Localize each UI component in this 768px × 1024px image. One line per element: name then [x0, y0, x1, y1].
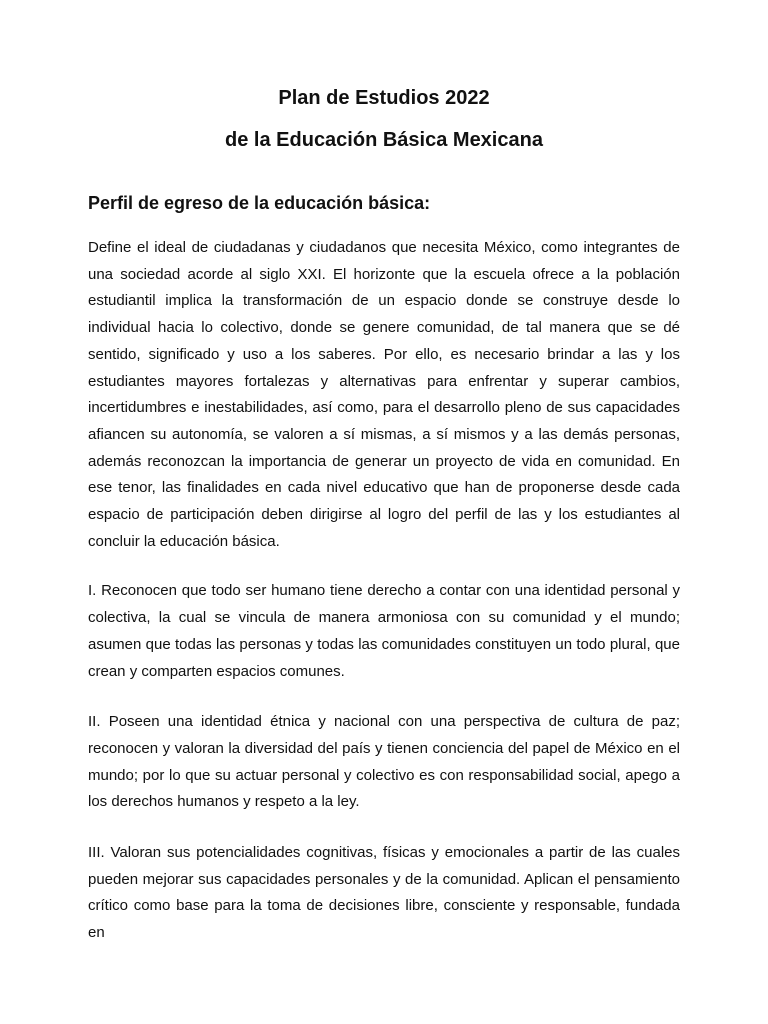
intro-paragraph: Define el ideal de ciudadanas y ciudadanos que necesita México, como integrantes de una sociedad acorde al siglo XXI. El horizonte que la escuela ofrece a la población estudiantil implica la transformación de un espacio donde se construye desde lo individual hacia lo colectivo, donde se genere comunidad, de tal manera que se dé sentido, significado y uso a los saberes. Por ello, es necesario brindar a las y los estudiantes mayores fortalezas y alternativas para enfrentar y superar cambios, incertidumbres e inestabilidades, así como, para el desarrollo pleno de sus capacidades afiancen su autonomía, se valoren a sí mismas, a sí mismos y a las demás personas, además reconozcan la importancia de generar un proyecto de vida en comunidad. En ese tenor, las finalidades en cada nivel educativo que han de proponerse desde cada espacio de participación deben dirigirse al logro del perfil de las y los estudiantes al concluir la educación básica. — [88, 239, 680, 550]
document-title-line-2: de la Educación Básica Mexicana — [225, 129, 543, 151]
section-heading: Perfil de egreso de la educación básica: — [88, 193, 431, 213]
profile-item-1-paragraph: I. Reconocen que todo ser humano tiene derecho a contar con una identidad personal y colectiva, la cual se vincula de manera armoniosa con su comunidad y el mundo; asumen que todas las personas y todas las comunidades constituyen un todo plural, que crean y comparten espacios comunes. — [88, 582, 680, 680]
profile-item-2-paragraph: II. Poseen una identidad étnica y nacional con una perspectiva de cultura de paz; reconocen y valoran la diversidad del país y tienen conciencia del papel de México en el mundo; por lo que su actuar personal y colectivo es con responsabilidad social, apego a los derechos humanos y respeto a la ley. — [88, 713, 680, 811]
document-title-line-1: Plan de Estudios 2022 — [278, 87, 490, 109]
profile-item-3-paragraph: III. Valoran sus potencialidades cognitivas, físicas y emocionales a partir de las cuales pueden mejorar sus capacidades personales y de la comunidad. Aplican el pensamiento crítico como base para la toma de decisiones libre, consciente y responsable, fundada en — [88, 844, 680, 942]
